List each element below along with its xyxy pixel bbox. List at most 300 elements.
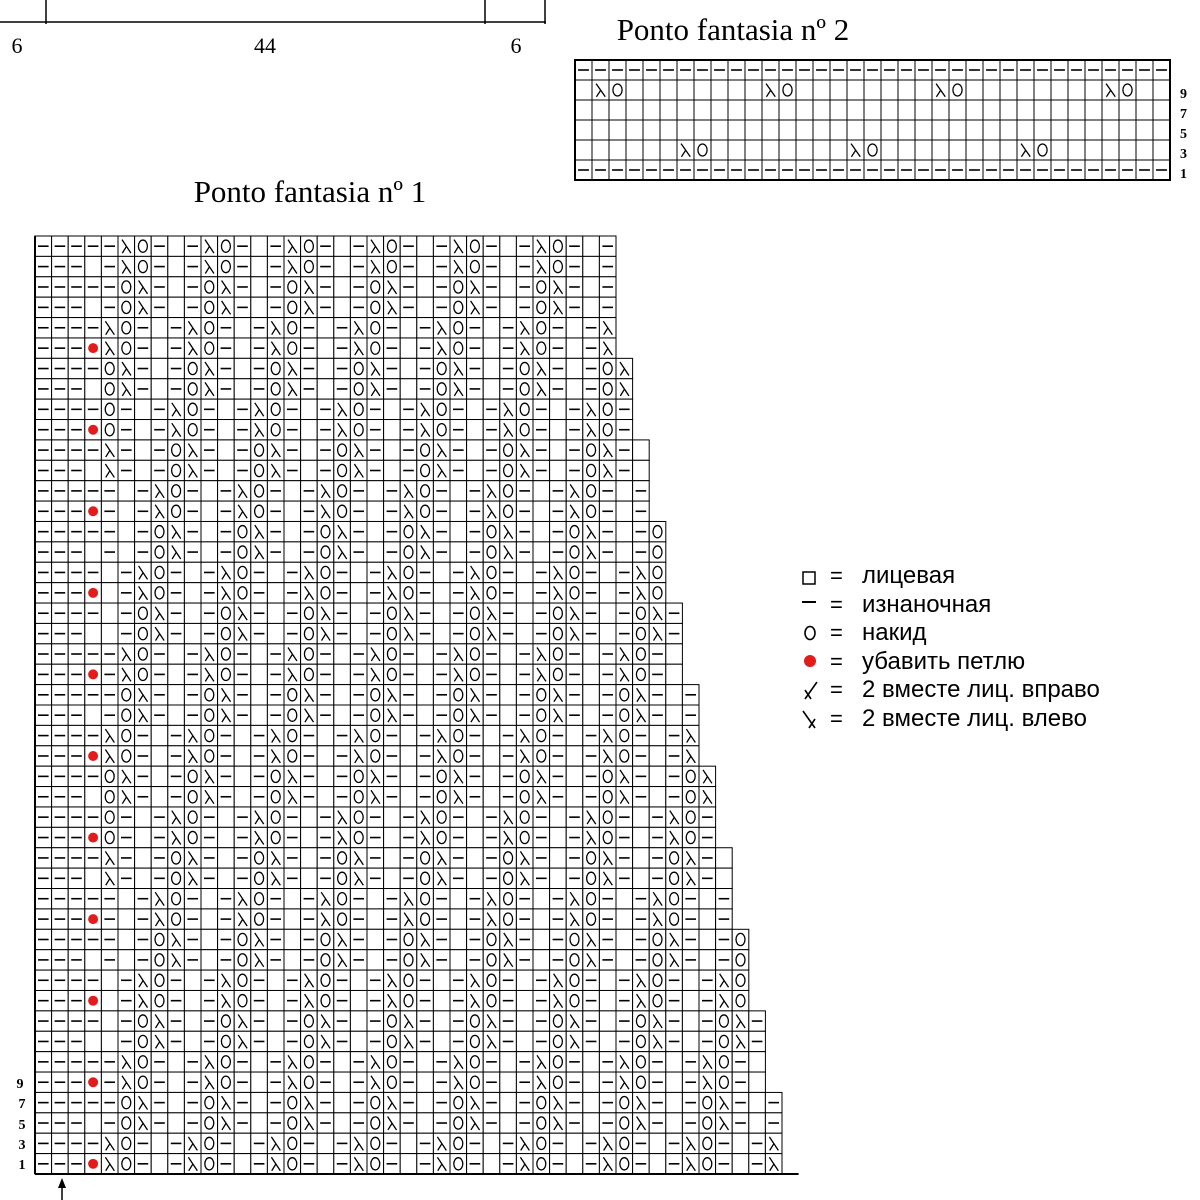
stitch-cell (483, 338, 500, 358)
stitch-cell (483, 562, 500, 582)
stitch-cell (334, 460, 351, 480)
stitch-cell (550, 1011, 567, 1031)
stitch-cell (633, 460, 650, 480)
stitch-cell (384, 1031, 401, 1051)
decrease-dot (88, 1077, 98, 1087)
stitch-cell (483, 950, 500, 970)
stitch-cell (317, 583, 334, 603)
stitch-cell (301, 256, 318, 276)
stitch-cell (500, 460, 517, 480)
chart1-row (35, 1113, 782, 1133)
chart1-row (35, 909, 732, 929)
chart1-row (35, 664, 682, 684)
stitch-cell (384, 1072, 401, 1092)
stitch-cell (85, 705, 102, 725)
stitch-cell (550, 420, 567, 440)
stitch-cell (101, 379, 118, 399)
decrease-dot (88, 343, 98, 353)
stitch-cell (583, 460, 600, 480)
stitch-cell (682, 1031, 699, 1051)
stitch-cell (201, 297, 218, 317)
stitch-cell (433, 827, 450, 847)
stitch-cell (616, 889, 633, 909)
stitch-cell (732, 929, 749, 949)
stitch-cell (334, 1072, 351, 1092)
stitch-cell (251, 256, 268, 276)
chart1-row (35, 1154, 782, 1174)
stitch-cell (218, 827, 235, 847)
chart1-row (35, 1011, 765, 1031)
stitch-cell (566, 766, 583, 786)
stitch-cell (334, 256, 351, 276)
stitch-cell (184, 603, 201, 623)
stitch-cell (334, 1052, 351, 1072)
stitch-cell (417, 501, 434, 521)
stitch-cell (566, 950, 583, 970)
stitch-cell (234, 583, 251, 603)
stitch-cell (749, 1052, 766, 1072)
stitch-cell (151, 1154, 168, 1174)
stitch-cell (417, 1052, 434, 1072)
stitch-cell (367, 1113, 384, 1133)
stitch-cell (201, 950, 218, 970)
stitch-cell (699, 1092, 716, 1112)
stitch-cell (566, 521, 583, 541)
stitch-cell (516, 766, 533, 786)
stitch-cell (666, 644, 683, 664)
stitch-cell (682, 827, 699, 847)
stitch-cell (483, 970, 500, 990)
stitch-cell (699, 909, 716, 929)
chart1-row (35, 562, 666, 582)
stitch-cell (85, 297, 102, 317)
stitch-cell (649, 542, 666, 562)
stitch-cell (616, 1113, 633, 1133)
stitch-cell (135, 1052, 152, 1072)
stitch-cell (367, 481, 384, 501)
stitch-cell (533, 929, 550, 949)
stitch-cell (317, 521, 334, 541)
stitch-cell (201, 481, 218, 501)
stitch-cell (666, 1113, 683, 1133)
stitch-cell (135, 440, 152, 460)
chart1-row (35, 583, 666, 603)
stitch-cell (550, 460, 567, 480)
stitch-cell (168, 1052, 185, 1072)
stitch-cell (467, 827, 484, 847)
stitch-cell (649, 1154, 666, 1174)
stitch-cell (334, 664, 351, 684)
chart1-row (35, 256, 616, 276)
stitch-cell (616, 746, 633, 766)
stitch-cell (184, 562, 201, 582)
stitch-cell (367, 318, 384, 338)
chart1-row (35, 787, 716, 807)
stitch-cell (184, 1011, 201, 1031)
stitch-cell (616, 1092, 633, 1112)
scale-label-left: 6 (11, 33, 23, 58)
stitch-cell (583, 705, 600, 725)
stitch-cell (101, 420, 118, 440)
stitch-cell (85, 868, 102, 888)
chart1-row (35, 236, 616, 256)
stitch-cell (234, 990, 251, 1010)
stitch-cell (101, 1031, 118, 1051)
stitch-cell (118, 521, 135, 541)
stitch-cell (450, 1133, 467, 1153)
stitch-cell (450, 297, 467, 317)
stitch-cell (384, 420, 401, 440)
stitch-cell (450, 1113, 467, 1133)
stitch-cell (533, 521, 550, 541)
stitch-cell (384, 236, 401, 256)
stitch-cell (101, 766, 118, 786)
stitch-cell (467, 623, 484, 643)
stitch-cell (234, 766, 251, 786)
stitch-cell (500, 664, 517, 684)
stitch-cell (417, 236, 434, 256)
stitch-cell (301, 603, 318, 623)
stitch-cell (317, 950, 334, 970)
chart1-row (35, 990, 749, 1010)
stitch-cell (716, 868, 733, 888)
stitch-cell (633, 664, 650, 684)
stitch-cell (201, 521, 218, 541)
stitch-cell (284, 685, 301, 705)
stitch-cell (666, 868, 683, 888)
stitch-cell (550, 848, 567, 868)
stitch-cell (367, 950, 384, 970)
chart1-row (35, 297, 616, 317)
stitch-cell (101, 807, 118, 827)
stitch-cell (400, 1154, 417, 1174)
stitch-cell (234, 725, 251, 745)
stitch-cell (301, 1072, 318, 1092)
stitch-cell (483, 787, 500, 807)
stitch-cell (417, 277, 434, 297)
stitch-cell (599, 990, 616, 1010)
stitch-cell (218, 256, 235, 276)
stitch-cell (234, 379, 251, 399)
stitch-cell (184, 807, 201, 827)
stitch-cell (367, 277, 384, 297)
stitch-cell (516, 583, 533, 603)
stitch-cell (350, 1011, 367, 1031)
stitch-cell (384, 1011, 401, 1031)
stitch-cell (400, 542, 417, 562)
stitch-cell (135, 460, 152, 480)
stitch-cell (317, 379, 334, 399)
stitch-cell (417, 460, 434, 480)
stitch-cell (500, 277, 517, 297)
stitch-cell (599, 1031, 616, 1051)
stitch-cell (649, 583, 666, 603)
stitch-cell (483, 990, 500, 1010)
stitch-cell (135, 868, 152, 888)
stitch-cell (516, 1031, 533, 1051)
stitch-cell (467, 399, 484, 419)
stitch-cell (334, 868, 351, 888)
stitch-cell (500, 1092, 517, 1112)
chart2-row-number: 3 (1180, 147, 1187, 162)
stitch-cell (682, 807, 699, 827)
stitch-cell (184, 970, 201, 990)
stitch-cell (284, 1092, 301, 1112)
stitch-cell (218, 399, 235, 419)
chart1-row (35, 827, 716, 847)
stitch-cell (583, 481, 600, 501)
stitch-cell (251, 236, 268, 256)
stitch-cell (334, 889, 351, 909)
stitch-cell (168, 501, 185, 521)
stitch-cell (151, 787, 168, 807)
stitch-cell (749, 1113, 766, 1133)
stitch-cell (201, 501, 218, 521)
stitch-cell (384, 440, 401, 460)
stitch-cell (417, 848, 434, 868)
stitch-cell (234, 562, 251, 582)
stitch-cell (135, 644, 152, 664)
chart2-row-number: 5 (1180, 127, 1187, 142)
stitch-cell (317, 929, 334, 949)
stitch-cell (550, 399, 567, 419)
stitch-cell (649, 787, 666, 807)
stitch-cell (284, 909, 301, 929)
stitch-cell (616, 501, 633, 521)
chart1-row (35, 1052, 765, 1072)
stitch-cell (533, 1154, 550, 1174)
stitch-cell (467, 1031, 484, 1051)
stitch-cell (417, 1113, 434, 1133)
stitch-cell (633, 644, 650, 664)
stitch-cell (384, 644, 401, 664)
stitch-cell (716, 1031, 733, 1051)
stitch-cell (599, 970, 616, 990)
chart2-row-number: 9 (1180, 87, 1187, 102)
stitch-cell (284, 950, 301, 970)
stitch-cell (184, 787, 201, 807)
stitch-cell (168, 1092, 185, 1112)
stitch-cell (234, 970, 251, 990)
chart1-row (35, 623, 682, 643)
stitch-cell (616, 929, 633, 949)
stitch-cell (168, 1072, 185, 1092)
stitch-cell (533, 685, 550, 705)
stitch-cell (218, 440, 235, 460)
stitch-cell (433, 358, 450, 378)
stitch-cell (218, 1052, 235, 1072)
stitch-cell (599, 399, 616, 419)
legend-equals: = (830, 677, 843, 703)
legend-equals: = (830, 648, 843, 674)
stitch-cell (433, 1031, 450, 1051)
stitch-cell (400, 929, 417, 949)
stitch-cell (367, 1133, 384, 1153)
stitch-cell (732, 990, 749, 1010)
stitch-cell (384, 664, 401, 684)
stitch-cell (118, 318, 135, 338)
stitch-cell (616, 950, 633, 970)
stitch-cell (583, 236, 600, 256)
stitch-cell (699, 1113, 716, 1133)
stitch-cell (267, 827, 284, 847)
stitch-cell (467, 868, 484, 888)
stitch-cell (251, 644, 268, 664)
stitch-cell (367, 338, 384, 358)
stitch-cell (85, 256, 102, 276)
stitch-cell (400, 318, 417, 338)
stitch-cell (284, 1113, 301, 1133)
stitch-cell (566, 929, 583, 949)
chart1-row (35, 399, 633, 419)
stitch-cell (450, 277, 467, 297)
stitch-cell (118, 705, 135, 725)
stitch-cell (267, 787, 284, 807)
stitch-cell (533, 950, 550, 970)
stitch-cell (350, 787, 367, 807)
stitch-cell (516, 420, 533, 440)
stitch-cell (151, 725, 168, 745)
stitch-cell (516, 379, 533, 399)
stitch-cell (284, 542, 301, 562)
stitch-cell (400, 358, 417, 378)
stitch-cell (184, 420, 201, 440)
chart1-row-number: 1 (18, 1158, 26, 1173)
stitch-cell (350, 1031, 367, 1051)
stitch-cell (450, 685, 467, 705)
stitch-cell (168, 236, 185, 256)
chart1-row (35, 501, 649, 521)
stitch-cell (450, 909, 467, 929)
stitch-cell (267, 379, 284, 399)
decrease-dot (88, 425, 98, 435)
stitch-cell (267, 970, 284, 990)
stitch-cell (633, 1011, 650, 1031)
stitch-cell (500, 889, 517, 909)
stitch-cell (301, 827, 318, 847)
stitch-cell (583, 277, 600, 297)
stitch-cell (267, 399, 284, 419)
stitch-cell (633, 827, 650, 847)
stitch-cell (384, 603, 401, 623)
chart1-row (35, 889, 732, 909)
chart1-row (35, 1133, 782, 1153)
stitch-cell (417, 664, 434, 684)
stitch-cell (350, 358, 367, 378)
stitch-cell (350, 990, 367, 1010)
stitch-cell (218, 848, 235, 868)
stitch-cell (301, 440, 318, 460)
stitch-cell (218, 1072, 235, 1092)
stitch-cell (350, 623, 367, 643)
stitch-cell (384, 807, 401, 827)
stitch-cell (682, 990, 699, 1010)
stitch-cell (450, 338, 467, 358)
stitch-cell (516, 807, 533, 827)
stitch-cell (301, 807, 318, 827)
stitch-cell (118, 297, 135, 317)
stitch-cell (184, 379, 201, 399)
stitch-cell (168, 685, 185, 705)
stitch-cell (450, 929, 467, 949)
stitch-cell (433, 1011, 450, 1031)
stitch-cell (367, 725, 384, 745)
stitch-cell (234, 929, 251, 949)
chart1-row (35, 379, 633, 399)
stitch-cell (516, 623, 533, 643)
stitch-cell (334, 1113, 351, 1133)
stitch-cell (267, 562, 284, 582)
stitch-cell (135, 827, 152, 847)
stitch-cell (384, 256, 401, 276)
stitch-cell (367, 1154, 384, 1174)
stitch-cell (516, 970, 533, 990)
stitch-cell (400, 338, 417, 358)
chart1-row (35, 807, 716, 827)
chart1-row (35, 1031, 765, 1051)
stitch-cell (500, 909, 517, 929)
stitch-cell (267, 990, 284, 1010)
stitch-cell (85, 460, 102, 480)
stitch-cell (350, 970, 367, 990)
stitch-cell (218, 1031, 235, 1051)
stitch-cell (251, 909, 268, 929)
stitch-cell (367, 705, 384, 725)
stitch-cell (732, 950, 749, 970)
stitch-cell (218, 623, 235, 643)
stitch-cell (550, 827, 567, 847)
stitch-cell (201, 929, 218, 949)
stitch-cell (649, 970, 666, 990)
stitch-cell (317, 1133, 334, 1153)
stitch-cell (301, 664, 318, 684)
stitch-cell (516, 1011, 533, 1031)
chart1-row (35, 440, 649, 460)
stitch-cell (500, 868, 517, 888)
stitch-cell (151, 379, 168, 399)
stitch-cell (433, 379, 450, 399)
stitch-cell (251, 1052, 268, 1072)
chart2-row-numbers (1180, 87, 1187, 182)
stitch-cell (400, 787, 417, 807)
stitch-cell (500, 1113, 517, 1133)
stitch-cell (384, 848, 401, 868)
stitch-cell (467, 807, 484, 827)
stitch-cell (118, 1133, 135, 1153)
stitch-cell (633, 1052, 650, 1072)
stitch-cell (184, 1031, 201, 1051)
stitch-cell (500, 685, 517, 705)
stitch-cell (417, 644, 434, 664)
stitch-cell (267, 603, 284, 623)
stitch-cell (400, 562, 417, 582)
stitch-cell (118, 1113, 135, 1133)
stitch-cell (267, 807, 284, 827)
stitch-cell (417, 868, 434, 888)
stitch-cell (201, 1113, 218, 1133)
stitch-cell (184, 583, 201, 603)
scale-label-middle: 44 (254, 33, 276, 58)
stitch-cell (234, 318, 251, 338)
stitch-cell (649, 929, 666, 949)
stitch-cell (201, 705, 218, 725)
stitch-cell (516, 787, 533, 807)
stitch-cell (400, 583, 417, 603)
stitch-cell (533, 1092, 550, 1112)
chart1-grid (35, 236, 799, 1174)
stitch-cell (151, 950, 168, 970)
stitch-cell (218, 1011, 235, 1031)
